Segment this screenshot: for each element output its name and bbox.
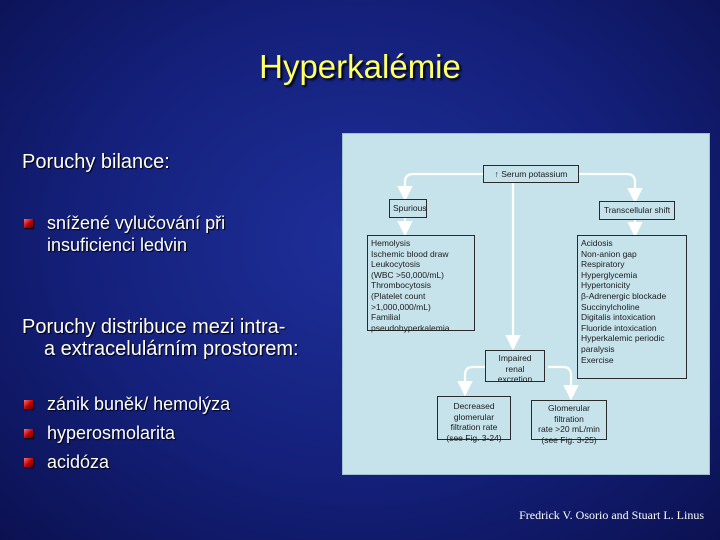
slide-title: Hyperkalémie (259, 48, 461, 85)
connector-line (548, 367, 571, 396)
bullet-text-line: snížené vylučování při (47, 213, 226, 233)
bullet-item (24, 212, 225, 256)
spurious-box: Spurious (389, 199, 427, 218)
impaired-excretion-box: Impaired renal excretion (485, 350, 545, 382)
transcellular-shift-box: Transcellular shift (599, 201, 675, 220)
flowchart-figure (342, 133, 710, 475)
shift-causes-box: Acidosis Non-anion gap Respiratory Hyperglycemia Hypertonicity β-Adrenergic blockade Succinylcholine Digitalis intoxication Fluoride intoxication Hyperkalemic periodic paralysis Exercise (577, 235, 687, 379)
section2-heading-line: a extracelulárním prostorem: (44, 338, 299, 360)
connector-line (579, 174, 635, 199)
section1-heading: Poruchy bilance: (22, 151, 170, 173)
bullet-square-icon (24, 458, 33, 467)
section2-heading (22, 316, 299, 360)
bullet-square-icon (24, 400, 33, 409)
source-credit: Fredrick V. Osorio and Stuart L. Linus (519, 508, 704, 522)
bullet-item (24, 422, 175, 444)
spurious-causes-box: Hemolysis Ischemic blood draw Leukocytosis (WBC >50,000/mL) Thrombocytosis (Platelet count >1,000,000/mL) Familial pseudohyperkalemia (367, 235, 475, 331)
bullet-item (24, 451, 109, 473)
decreased-gfr-box: Decreased glomerular filtration rate (see Fig. 3-24) (437, 396, 511, 440)
bullet-text: hyperosmolarita (47, 423, 176, 443)
bullet-text: acidóza (47, 452, 110, 472)
bullet-text-line: insuficienci ledvin (47, 235, 188, 255)
section2-heading-line: Poruchy distribuce mezi intra- (22, 316, 286, 338)
bullet-square-icon (24, 219, 33, 228)
bullet-text: zánik buněk/ hemolýza (47, 394, 231, 414)
connector-line (405, 174, 483, 197)
serum-potassium-box: ↑ Serum potassium (483, 165, 579, 183)
bullet-square-icon (24, 429, 33, 438)
bullet-item (24, 393, 230, 415)
gfr-above-box: Glomerular filtration rate >20 mL/min (see Fig. 3-25) (531, 400, 607, 440)
